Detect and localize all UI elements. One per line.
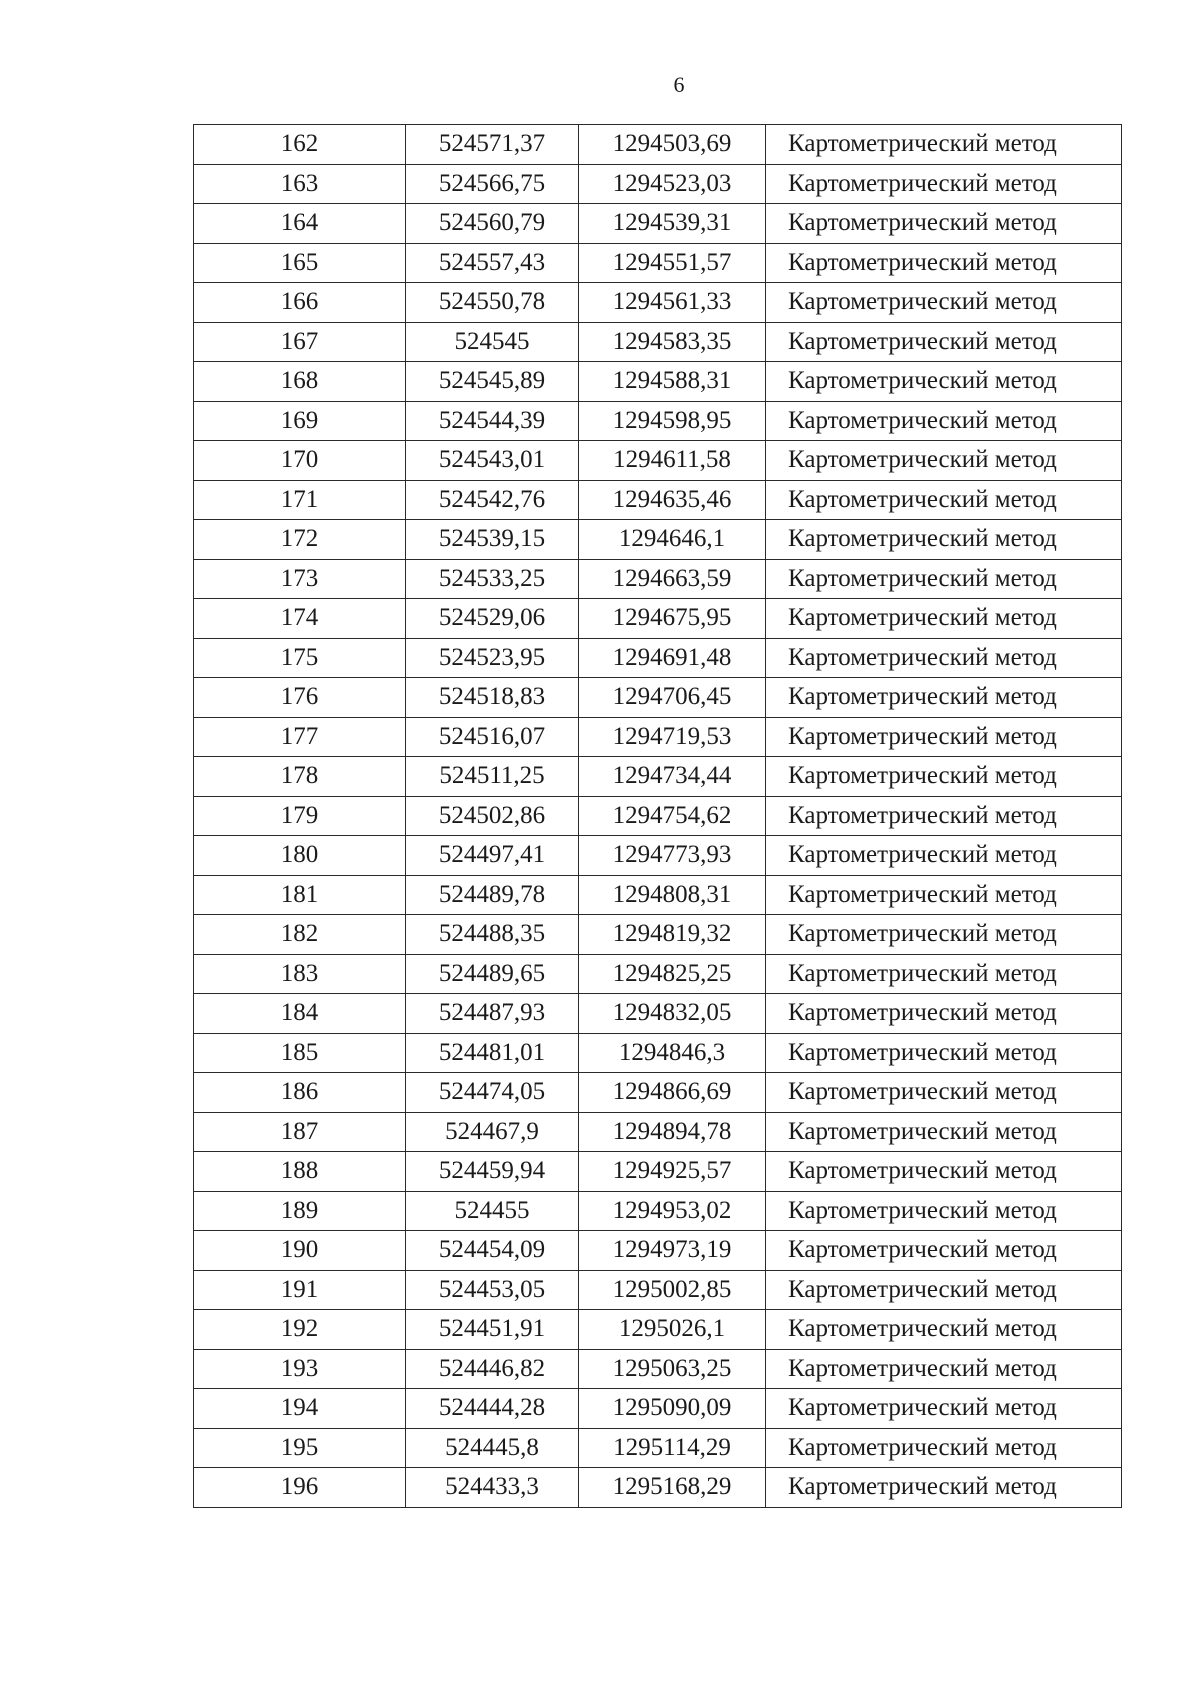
table-row [194, 401, 1122, 441]
y-coordinate-cell: 1294706,45 [579, 678, 766, 718]
method-cell: Картометрический метод [766, 1349, 1122, 1389]
table-row [194, 717, 1122, 757]
y-coordinate-cell: 1294819,32 [579, 915, 766, 955]
x-coordinate-cell: 524446,82 [406, 1349, 579, 1389]
y-coordinate-cell: 1294598,95 [579, 401, 766, 441]
table-row [194, 322, 1122, 362]
method-cell: Картометрический метод [766, 1191, 1122, 1231]
method-cell: Картометрический метод [766, 559, 1122, 599]
y-coordinate-cell: 1294675,95 [579, 599, 766, 639]
method-cell: Картометрический метод [766, 1033, 1122, 1073]
point-number-cell: 179 [194, 796, 406, 836]
y-coordinate-cell: 1294539,31 [579, 204, 766, 244]
y-coordinate-cell: 1294561,33 [579, 283, 766, 323]
table-row [194, 994, 1122, 1034]
y-coordinate-cell: 1294583,35 [579, 322, 766, 362]
method-cell: Картометрический метод [766, 915, 1122, 955]
y-coordinate-cell: 1294523,03 [579, 164, 766, 204]
point-number-cell: 170 [194, 441, 406, 481]
point-number-cell: 172 [194, 520, 406, 560]
table-row [194, 283, 1122, 323]
method-cell: Картометрический метод [766, 994, 1122, 1034]
y-coordinate-cell: 1294808,31 [579, 875, 766, 915]
x-coordinate-cell: 524560,79 [406, 204, 579, 244]
y-coordinate-cell: 1295090,09 [579, 1389, 766, 1429]
x-coordinate-cell: 524445,8 [406, 1428, 579, 1468]
y-coordinate-cell: 1294691,48 [579, 638, 766, 678]
x-coordinate-cell: 524451,91 [406, 1310, 579, 1350]
point-number-cell: 192 [194, 1310, 406, 1350]
y-coordinate-cell: 1294925,57 [579, 1152, 766, 1192]
y-coordinate-cell: 1294734,44 [579, 757, 766, 797]
x-coordinate-cell: 524545,89 [406, 362, 579, 402]
x-coordinate-cell: 524444,28 [406, 1389, 579, 1429]
table-row [194, 441, 1122, 481]
table-row [194, 915, 1122, 955]
method-cell: Картометрический метод [766, 1270, 1122, 1310]
x-coordinate-cell: 524545 [406, 322, 579, 362]
method-cell: Картометрический метод [766, 204, 1122, 244]
table-row [194, 836, 1122, 876]
point-number-cell: 167 [194, 322, 406, 362]
y-coordinate-cell: 1295168,29 [579, 1468, 766, 1508]
y-coordinate-cell: 1295002,85 [579, 1270, 766, 1310]
x-coordinate-cell: 524455 [406, 1191, 579, 1231]
point-number-cell: 178 [194, 757, 406, 797]
x-coordinate-cell: 524571,37 [406, 125, 579, 165]
table-row [194, 757, 1122, 797]
x-coordinate-cell: 524543,01 [406, 441, 579, 481]
table-row [194, 164, 1122, 204]
point-number-cell: 185 [194, 1033, 406, 1073]
method-cell: Картометрический метод [766, 875, 1122, 915]
page-number: 6 [673, 72, 685, 97]
x-coordinate-cell: 524487,93 [406, 994, 579, 1034]
point-number-cell: 191 [194, 1270, 406, 1310]
point-number-cell: 169 [194, 401, 406, 441]
x-coordinate-cell: 524557,43 [406, 243, 579, 283]
table-row [194, 1073, 1122, 1113]
x-coordinate-cell: 524454,09 [406, 1231, 579, 1271]
y-coordinate-cell: 1294754,62 [579, 796, 766, 836]
x-coordinate-cell: 524566,75 [406, 164, 579, 204]
x-coordinate-cell: 524516,07 [406, 717, 579, 757]
x-coordinate-cell: 524533,25 [406, 559, 579, 599]
point-number-cell: 181 [194, 875, 406, 915]
x-coordinate-cell: 524489,65 [406, 954, 579, 994]
method-cell: Картометрический метод [766, 836, 1122, 876]
y-coordinate-cell: 1294866,69 [579, 1073, 766, 1113]
method-cell: Картометрический метод [766, 599, 1122, 639]
point-number-cell: 182 [194, 915, 406, 955]
table-row [194, 954, 1122, 994]
method-cell: Картометрический метод [766, 441, 1122, 481]
y-coordinate-cell: 1295026,1 [579, 1310, 766, 1350]
y-coordinate-cell: 1294611,58 [579, 441, 766, 481]
point-number-cell: 189 [194, 1191, 406, 1231]
method-cell: Картометрический метод [766, 1112, 1122, 1152]
method-cell: Картометрический метод [766, 283, 1122, 323]
point-number-cell: 177 [194, 717, 406, 757]
x-coordinate-cell: 524542,76 [406, 480, 579, 520]
point-number-cell: 188 [194, 1152, 406, 1192]
method-cell: Картометрический метод [766, 1389, 1122, 1429]
x-coordinate-cell: 524523,95 [406, 638, 579, 678]
point-number-cell: 187 [194, 1112, 406, 1152]
y-coordinate-cell: 1294832,05 [579, 994, 766, 1034]
point-number-cell: 184 [194, 994, 406, 1034]
x-coordinate-cell: 524544,39 [406, 401, 579, 441]
point-number-cell: 165 [194, 243, 406, 283]
method-cell: Картометрический метод [766, 401, 1122, 441]
x-coordinate-cell: 524489,78 [406, 875, 579, 915]
method-cell: Картометрический метод [766, 1428, 1122, 1468]
x-coordinate-cell: 524481,01 [406, 1033, 579, 1073]
x-coordinate-cell: 524453,05 [406, 1270, 579, 1310]
method-cell: Картометрический метод [766, 1468, 1122, 1508]
point-number-cell: 193 [194, 1349, 406, 1389]
y-coordinate-cell: 1294773,93 [579, 836, 766, 876]
method-cell: Картометрический метод [766, 954, 1122, 994]
x-coordinate-cell: 524511,25 [406, 757, 579, 797]
point-number-cell: 173 [194, 559, 406, 599]
point-number-cell: 195 [194, 1428, 406, 1468]
x-coordinate-cell: 524550,78 [406, 283, 579, 323]
table-row [194, 204, 1122, 244]
point-number-cell: 190 [194, 1231, 406, 1271]
table-row [194, 520, 1122, 560]
point-number-cell: 186 [194, 1073, 406, 1113]
y-coordinate-cell: 1294503,69 [579, 125, 766, 165]
table-row [194, 1270, 1122, 1310]
table-row [194, 875, 1122, 915]
method-cell: Картометрический метод [766, 1231, 1122, 1271]
table-row [194, 1349, 1122, 1389]
x-coordinate-cell: 524529,06 [406, 599, 579, 639]
point-number-cell: 166 [194, 283, 406, 323]
x-coordinate-cell: 524518,83 [406, 678, 579, 718]
coordinates-table [193, 124, 1122, 1508]
point-number-cell: 196 [194, 1468, 406, 1508]
table-row [194, 125, 1122, 165]
table-row [194, 362, 1122, 402]
y-coordinate-cell: 1294846,3 [579, 1033, 766, 1073]
table-row [194, 1033, 1122, 1073]
table-row [194, 559, 1122, 599]
method-cell: Картометрический метод [766, 1310, 1122, 1350]
y-coordinate-cell: 1294663,59 [579, 559, 766, 599]
method-cell: Картометрический метод [766, 678, 1122, 718]
y-coordinate-cell: 1294588,31 [579, 362, 766, 402]
method-cell: Картометрический метод [766, 1073, 1122, 1113]
point-number-cell: 163 [194, 164, 406, 204]
method-cell: Картометрический метод [766, 243, 1122, 283]
table-row [194, 1310, 1122, 1350]
table-row [194, 1112, 1122, 1152]
table-row [194, 243, 1122, 283]
x-coordinate-cell: 524497,41 [406, 836, 579, 876]
x-coordinate-cell: 524488,35 [406, 915, 579, 955]
point-number-cell: 164 [194, 204, 406, 244]
y-coordinate-cell: 1295114,29 [579, 1428, 766, 1468]
table-row [194, 1231, 1122, 1271]
y-coordinate-cell: 1294953,02 [579, 1191, 766, 1231]
method-cell: Картометрический метод [766, 125, 1122, 165]
y-coordinate-cell: 1294719,53 [579, 717, 766, 757]
method-cell: Картометрический метод [766, 1152, 1122, 1192]
y-coordinate-cell: 1294646,1 [579, 520, 766, 560]
y-coordinate-cell: 1294635,46 [579, 480, 766, 520]
x-coordinate-cell: 524459,94 [406, 1152, 579, 1192]
y-coordinate-cell: 1294551,57 [579, 243, 766, 283]
y-coordinate-cell: 1294973,19 [579, 1231, 766, 1271]
point-number-cell: 180 [194, 836, 406, 876]
table-row [194, 1389, 1122, 1429]
y-coordinate-cell: 1294825,25 [579, 954, 766, 994]
point-number-cell: 194 [194, 1389, 406, 1429]
method-cell: Картометрический метод [766, 164, 1122, 204]
table-row [194, 1191, 1122, 1231]
table-row [194, 638, 1122, 678]
y-coordinate-cell: 1294894,78 [579, 1112, 766, 1152]
table-row [194, 599, 1122, 639]
method-cell: Картометрический метод [766, 717, 1122, 757]
point-number-cell: 168 [194, 362, 406, 402]
table-row [194, 1428, 1122, 1468]
point-number-cell: 162 [194, 125, 406, 165]
method-cell: Картометрический метод [766, 520, 1122, 560]
coordinates-table-body [194, 125, 1122, 1508]
method-cell: Картометрический метод [766, 757, 1122, 797]
point-number-cell: 171 [194, 480, 406, 520]
table-row [194, 678, 1122, 718]
point-number-cell: 183 [194, 954, 406, 994]
table-row [194, 796, 1122, 836]
method-cell: Картометрический метод [766, 480, 1122, 520]
table-row [194, 480, 1122, 520]
x-coordinate-cell: 524433,3 [406, 1468, 579, 1508]
y-coordinate-cell: 1295063,25 [579, 1349, 766, 1389]
table-row [194, 1152, 1122, 1192]
x-coordinate-cell: 524502,86 [406, 796, 579, 836]
x-coordinate-cell: 524539,15 [406, 520, 579, 560]
method-cell: Картометрический метод [766, 362, 1122, 402]
method-cell: Картометрический метод [766, 322, 1122, 362]
point-number-cell: 174 [194, 599, 406, 639]
x-coordinate-cell: 524467,9 [406, 1112, 579, 1152]
x-coordinate-cell: 524474,05 [406, 1073, 579, 1113]
point-number-cell: 175 [194, 638, 406, 678]
method-cell: Картометрический метод [766, 796, 1122, 836]
table-row [194, 1468, 1122, 1508]
point-number-cell: 176 [194, 678, 406, 718]
method-cell: Картометрический метод [766, 638, 1122, 678]
